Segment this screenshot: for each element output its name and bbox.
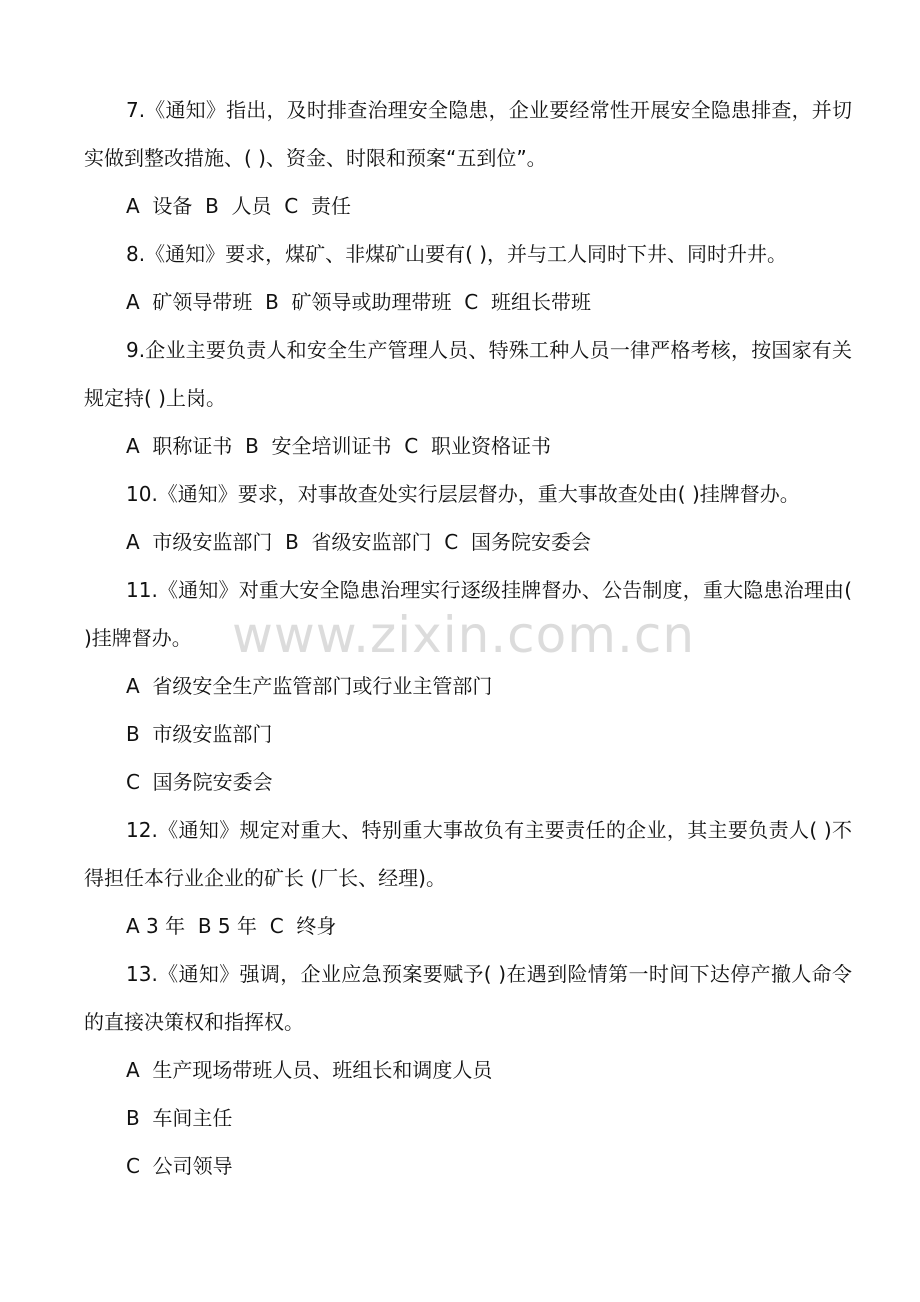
answer-option-a: A 省级安全生产监管部门或行业主管部门 [126, 674, 493, 698]
answer-options: A 职称证书 B 安全培训证书 C 职业资格证书 [126, 434, 551, 458]
question-text: 9.企业主要负责人和安全生产管理人员、特殊工种人员一律严格考核，按国家有关规定持( )上岗。 [84, 338, 852, 410]
answer-option-c: C 公司领导 [126, 1154, 233, 1178]
answer-options: A 矿领导带班 B 矿领导或助理带班 C 班组长带班 [126, 290, 591, 314]
question-8 [84, 230, 852, 326]
question-13 [84, 950, 852, 1190]
answer-option-b: B 车间主任 [126, 1106, 233, 1130]
question-7 [84, 86, 852, 230]
question-9 [84, 326, 852, 470]
watermark-text: www.zixin.com.cn [232, 606, 696, 664]
question-12 [84, 806, 852, 950]
question-text: 11.《通知》对重大安全隐患治理实行逐级挂牌督办、公告制度，重大隐患治理由( )挂牌督办。 [84, 578, 852, 650]
question-11 [84, 566, 852, 806]
question-list [84, 86, 852, 1190]
question-text: 13.《通知》强调，企业应急预案要赋予( )在遇到险情第一时间下达停产撤人命令的直接决策权和指挥权。 [84, 962, 852, 1034]
answer-option-b: B 市级安监部门 [126, 722, 273, 746]
question-text: 10.《通知》要求，对事故查处实行层层督办，重大事故查处由( )挂牌督办。 [126, 482, 800, 506]
question-text: 7.《通知》指出，及时排查治理安全隐患，企业要经常性开展安全隐患排查，并切实做到整改措施、( )、资金、时限和预案“五到位”。 [84, 98, 852, 170]
question-text: 12.《通知》规定对重大、特别重大事故负有主要责任的企业，其主要负责人( )不得担任本行业企业的矿长 (厂长、经理)。 [84, 818, 852, 890]
answer-options: A 市级安监部门 B 省级安监部门 C 国务院安委会 [126, 530, 591, 554]
answer-options: A 3 年 B 5 年 C 终身 [126, 914, 337, 938]
question-10 [84, 470, 852, 566]
answer-option-a: A 生产现场带班人员、班组长和调度人员 [126, 1058, 493, 1082]
question-text: 8.《通知》要求，煤矿、非煤矿山要有( )，并与工人同时下井、同时升井。 [126, 242, 788, 266]
answer-options: A 设备 B 人员 C 责任 [126, 194, 351, 218]
answer-option-c: C 国务院安委会 [126, 770, 273, 794]
